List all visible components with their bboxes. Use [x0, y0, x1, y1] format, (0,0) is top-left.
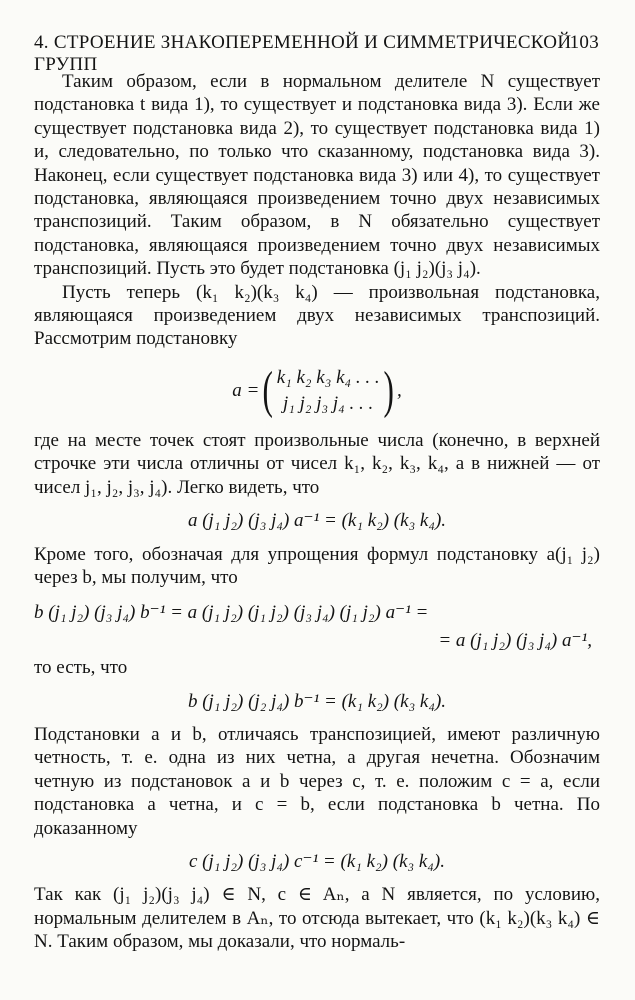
right-paren: ) [383, 361, 394, 419]
matrix-rows [277, 365, 380, 417]
paragraph-2: Пусть теперь (k₁ k₂)(k₃ k₄) — произвольная подстановка, являющаяся произведением двух независимых транспозиций. Рассмотрим подстановку [34, 281, 600, 350]
formula-2-line-2: = a (j₁ j₂) (j₃ j₄) a⁻¹, [438, 629, 592, 651]
formula-1: a (j₁ j₂) (j₃ j₄) a⁻¹ = (k₁ k₂) (k₃ k₄). [187, 510, 447, 532]
formula-3: b (j₁ j₂) (j₂ j₄) b⁻¹ = (k₁ k₂) (k₃ k₄). [187, 690, 447, 712]
formula-4: c (j₁ j₂) (j₃ j₄) c⁻¹ = (k₁ k₂) (k₃ k₄). [189, 850, 445, 872]
matrix-top-row: k₁ k₂ k₃ k₄ . . . [276, 366, 380, 388]
paragraph-7: Так как (j₁ j₂)(j₃ j₄) ∈ N, c ∈ Aₙ, а N является, по условию, нормальным делителем в Aₙ, то отсюда вытекает, что (k₁ k₂)(k₃ k₄) ∈ N. Таким образом, мы доказали, что нормаль- [34, 884, 600, 953]
matrix-tail: , [396, 380, 402, 402]
paragraph-1: Таким образом, если в нормальном делителе N существует подстановка t вида 1), то существует и подстановка вида 3). Если же существует подстановка вида 2), то существует подстановка вида 1) и, следовательно, по только что сказанному, подстановка вида 3). Наконец, если существует подстановка вида 3) или 4), то существует подстановка, являющаяся произведением точно двух независимых транспозиций. Таким образом, в N обязательно существует подстановка, являющаяся произведением точно двух независимых транспозиций. Пусть это будет подстановка (j₁ j₂)(j₃ j₄). [34, 71, 600, 280]
matrix-bottom-row: j₁ j₂ j₃ j₄ . . . [283, 392, 374, 414]
formula-2-line-1: b (j₁ j₂) (j₃ j₄) b⁻¹ = a (j₁ j₂) (j₁ j₂) (j₃ j₄) (j₁ j₂) a⁻¹ = [34, 602, 429, 624]
left-paren: ( [262, 361, 274, 419]
paragraph-4: Кроме того, обозначая для упрощения формул подстановку a(j₁ j₂) через b, мы получим, что [34, 543, 600, 588]
matrix-lhs: a = [232, 380, 260, 402]
paragraph-6: Подстановки a и b, отличаясь транспозицией, имеют различную четность, т. е. одна из них четна, а другая нечетна. Обозначим четную из подстановок a и b через c, т. е. положим c = a, если подстановка a четна, и c = b, если подстановка b четна. По доказанному [34, 723, 600, 839]
paragraph-3: где на месте точек стоят произвольные числа (конечно, в верхней строчке эти числа отличны от чисел k₁, k₂, k₃, k₄, а в нижней — от чисел j₁, j₂, j₃, j₄). Легко видеть, что [34, 429, 600, 498]
paragraph-5: то есть, что [34, 657, 128, 679]
page-body [34, 70, 600, 954]
matrix-formula [34, 361, 600, 419]
chapter-title: 4. СТРОЕНИЕ ЗНАКОПЕРЕМЕННОЙ И СИММЕТРИЧЕСКОЙ ГРУПП [34, 32, 572, 75]
page-number: 103 [569, 32, 599, 53]
